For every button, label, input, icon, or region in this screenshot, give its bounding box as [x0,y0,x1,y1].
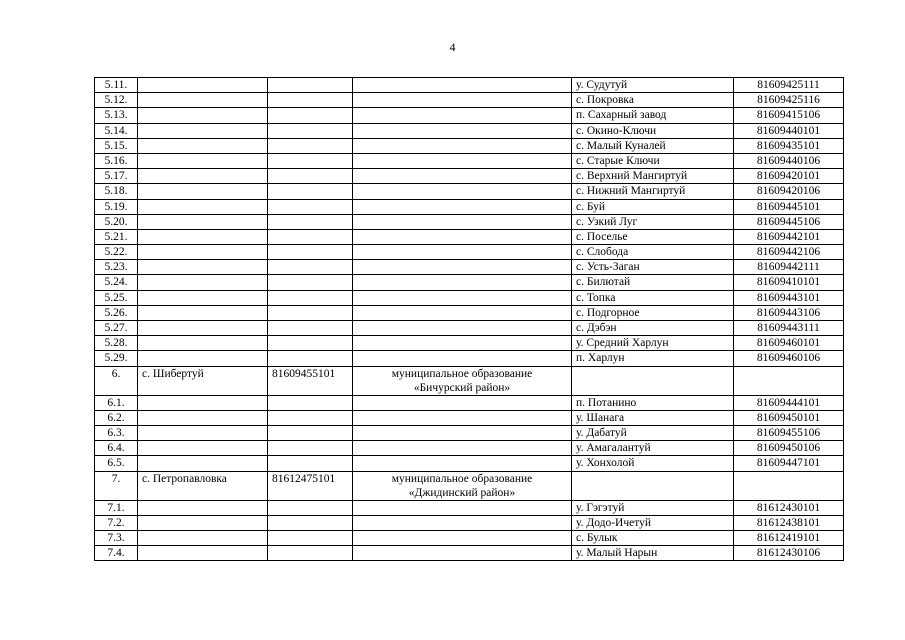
row-number: 5.28. [95,336,138,351]
row-number: 6.4. [95,441,138,456]
municipality-name [353,336,572,351]
municipality-name [353,214,572,229]
municipality-line: муниципальное образование [391,367,533,380]
table-row [95,108,844,123]
municipality-name [353,351,572,366]
row-number: 5.19. [95,199,138,214]
village-code: 81609440106 [734,153,844,168]
village-code: 81609420101 [734,169,844,184]
settlement-code [268,275,353,290]
settlement-code [268,410,353,425]
settlement-name: с. Петропавловка [138,471,268,500]
row-number: 5.14. [95,123,138,138]
settlement-code [268,336,353,351]
municipality-name [353,184,572,199]
table-row [95,530,844,545]
table-row [95,78,844,93]
settlement-name [138,351,268,366]
table-row [95,321,844,336]
municipality-name [353,199,572,214]
municipality-name [353,305,572,320]
municipality-line: «Джидинский район» [408,486,516,499]
settlement-code [268,351,353,366]
municipality-name [353,546,572,561]
village-code: 81609455106 [734,425,844,440]
village-name: с. Покровка [572,93,734,108]
settlement-name [138,123,268,138]
table-row [95,546,844,561]
municipality-name [353,153,572,168]
municipality-name [353,515,572,530]
municipality-name [353,425,572,440]
settlement-code [268,138,353,153]
village-name: с. Буй [572,199,734,214]
table-row [95,410,844,425]
page-number: 4 [449,40,456,54]
municipality-line: муниципальное образование [391,472,533,485]
settlement-name [138,441,268,456]
table-row [95,138,844,153]
settlement-name [138,500,268,515]
table-row [95,336,844,351]
village-code: 81612438101 [734,515,844,530]
settlement-code [268,93,353,108]
row-number: 5.16. [95,153,138,168]
settlement-code: 81612475101 [268,471,353,500]
village-name: у. Дабатуй [572,425,734,440]
village-name: у. Шанага [572,410,734,425]
row-number: 5.13. [95,108,138,123]
table-row [95,153,844,168]
settlement-code [268,305,353,320]
village-name: п. Сахарный завод [572,108,734,123]
settlement-code [268,425,353,440]
village-name: у. Судутуй [572,78,734,93]
settlement-code [268,108,353,123]
settlement-code [268,546,353,561]
village-name: с. Дэбэн [572,321,734,336]
municipality-name [353,275,572,290]
row-number: 5.25. [95,290,138,305]
row-number: 6.3. [95,425,138,440]
table-row [95,199,844,214]
table-row-group [95,471,844,500]
village-name: с. Слобода [572,245,734,260]
village-name: с. Подгорное [572,305,734,320]
row-number: 7.3. [95,530,138,545]
settlement-code [268,184,353,199]
village-name: с. Поселье [572,229,734,244]
village-name: с. Билютай [572,275,734,290]
settlement-name [138,169,268,184]
village-code: 81609450101 [734,410,844,425]
village-code: 81609442106 [734,245,844,260]
row-number: 5.18. [95,184,138,199]
village-code: 81609460106 [734,351,844,366]
settlement-name [138,199,268,214]
table-row [95,169,844,184]
settlement-name [138,425,268,440]
village-name: у. Додо-Ичетуй [572,515,734,530]
settlement-name [138,395,268,410]
municipality-name [353,321,572,336]
settlement-name [138,153,268,168]
village-code: 81609415106 [734,108,844,123]
village-code: 81612430101 [734,500,844,515]
settlement-code [268,245,353,260]
village-code [734,366,844,395]
table-row [95,245,844,260]
village-name: с. Окино-Ключи [572,123,734,138]
village-code [734,471,844,500]
table-row [95,123,844,138]
settlement-name [138,410,268,425]
settlement-code [268,199,353,214]
village-code: 81609447101 [734,456,844,471]
settlement-name [138,290,268,305]
table-body [95,78,844,561]
village-code: 81609420106 [734,184,844,199]
village-name: у. Средний Харлун [572,336,734,351]
village-name: с. Узкий Луг [572,214,734,229]
village-code: 81609443106 [734,305,844,320]
table-row-group [95,366,844,395]
row-number: 5.22. [95,245,138,260]
row-number: 5.23. [95,260,138,275]
village-code: 81612419101 [734,530,844,545]
row-number: 5.29. [95,351,138,366]
village-name: п. Потанино [572,395,734,410]
settlement-code [268,515,353,530]
village-name: с. Усть-Заган [572,260,734,275]
settlement-code [268,395,353,410]
table-row [95,500,844,515]
settlement-name [138,321,268,336]
village-code: 81609425111 [734,78,844,93]
settlement-name [138,515,268,530]
table-row [95,229,844,244]
row-number: 6.5. [95,456,138,471]
settlement-name [138,108,268,123]
village-code: 81609435101 [734,138,844,153]
municipality-name [353,93,572,108]
village-name: с. Булык [572,530,734,545]
settlement-name [138,275,268,290]
municipality-name [353,78,572,93]
settlement-code [268,78,353,93]
row-number: 5.26. [95,305,138,320]
village-name: у. Малый Нарын [572,546,734,561]
municipality-name [353,260,572,275]
village-code: 81609443101 [734,290,844,305]
settlement-name [138,184,268,199]
row-number: 5.11. [95,78,138,93]
village-code: 81609444101 [734,395,844,410]
row-number: 6. [95,366,138,395]
settlement-name [138,229,268,244]
table-row [95,290,844,305]
municipality-name [353,229,572,244]
settlement-name [138,336,268,351]
settlement-code [268,456,353,471]
village-name: с. Малый Куналей [572,138,734,153]
settlement-name [138,546,268,561]
municipality-line: «Бичурский район» [413,381,511,394]
settlement-name [138,530,268,545]
municipality-name [353,530,572,545]
table-row [95,425,844,440]
village-code: 81609445101 [734,199,844,214]
table-row [95,456,844,471]
settlement-code [268,229,353,244]
municipality-name [353,410,572,425]
village-code: 81609450106 [734,441,844,456]
village-name: с. Верхний Мангиртуй [572,169,734,184]
settlement-code [268,290,353,305]
settlement-name [138,305,268,320]
village-name: п. Харлун [572,351,734,366]
settlement-name [138,260,268,275]
settlement-name [138,214,268,229]
settlement-code [268,169,353,184]
row-number: 7.1. [95,500,138,515]
village-name [572,366,734,395]
municipality-name [353,138,572,153]
row-number: 5.17. [95,169,138,184]
settlement-code [268,123,353,138]
village-code: 81609445106 [734,214,844,229]
village-code: 81609460101 [734,336,844,351]
municipality-name [353,456,572,471]
settlement-code [268,214,353,229]
row-number: 7. [95,471,138,500]
village-code: 81612430106 [734,546,844,561]
settlement-code [268,153,353,168]
row-number: 5.20. [95,214,138,229]
settlement-code [268,260,353,275]
village-code: 81609440101 [734,123,844,138]
village-code: 81609410101 [734,275,844,290]
row-number: 5.15. [95,138,138,153]
village-code: 81609443111 [734,321,844,336]
table-row [95,184,844,199]
village-name: с. Нижний Мангиртуй [572,184,734,199]
row-number: 6.2. [95,410,138,425]
village-name: с. Старые Ключи [572,153,734,168]
row-number: 5.27. [95,321,138,336]
table-row [95,93,844,108]
row-number: 5.21. [95,229,138,244]
village-name [572,471,734,500]
settlement-name [138,93,268,108]
row-number: 7.4. [95,546,138,561]
settlement-code [268,321,353,336]
table-row [95,260,844,275]
table-row [95,305,844,320]
municipality-name [353,500,572,515]
municipality-name [353,108,572,123]
table-row [95,214,844,229]
settlement-name [138,78,268,93]
municipality-name [353,123,572,138]
municipality-name [353,395,572,410]
municipality-name [353,245,572,260]
row-number: 5.12. [95,93,138,108]
settlements-table [94,77,844,561]
table-row [95,275,844,290]
settlement-name [138,456,268,471]
municipality-name [353,471,572,500]
row-number: 5.24. [95,275,138,290]
settlement-code [268,500,353,515]
settlement-name [138,138,268,153]
municipality-name [353,366,572,395]
municipality-name [353,169,572,184]
table-row [95,441,844,456]
village-name: у. Хонхолой [572,456,734,471]
settlement-code [268,530,353,545]
table-row [95,351,844,366]
village-name: у. Гэгэтуй [572,500,734,515]
row-number: 7.2. [95,515,138,530]
settlement-code: 81609455101 [268,366,353,395]
settlement-code [268,441,353,456]
village-code: 81609425116 [734,93,844,108]
settlement-name [138,245,268,260]
table-row [95,515,844,530]
row-number: 6.1. [95,395,138,410]
village-code: 81609442111 [734,260,844,275]
municipality-name [353,290,572,305]
settlement-name: с. Шибертуй [138,366,268,395]
municipality-name [353,441,572,456]
village-name: у. Амагалантуй [572,441,734,456]
village-name: с. Топка [572,290,734,305]
village-code: 81609442101 [734,229,844,244]
table-row [95,395,844,410]
